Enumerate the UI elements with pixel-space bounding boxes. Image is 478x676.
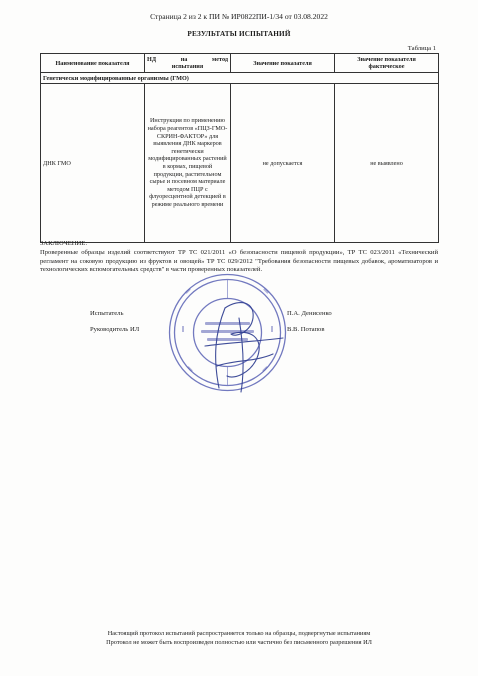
footer-line-2: Протокол не может быть воспроизведен полностью или частично без письменного разрешения ИЛ (106, 639, 372, 646)
results-table (40, 53, 439, 243)
page-title: РЕЗУЛЬТАТЫ ИСПЫТАНИЙ (187, 30, 291, 38)
head-signature-row (0, 326, 478, 336)
table-header-row (41, 54, 439, 73)
head-name: В.В. Потапов (287, 326, 325, 333)
group-label: Генетически модифицированные организмы (ГМО) (41, 73, 439, 84)
tester-name: П.А. Денисенко (287, 310, 332, 317)
page-footer (0, 629, 478, 647)
cell-indicator-name: ДНК ГМО (41, 84, 145, 243)
col-header-name: Наименование показателя (41, 54, 145, 73)
table-group-row (41, 73, 439, 84)
table-row (41, 84, 439, 243)
footer-line-1: Настоящий протокол испытаний распространяется только на образцы, подвергнутые испытаниям (107, 630, 371, 637)
col-header-actual-line1: Значение показателя (357, 56, 416, 63)
col-header-nd-mid: на (180, 56, 188, 63)
table-label: Таблица 1 (407, 45, 436, 52)
head-label: Руководитель ИЛ (90, 326, 140, 333)
conclusion-title: ЗАКЛЮЧЕНИЕ: (40, 240, 88, 247)
cell-norm-value: не допускается (231, 84, 335, 243)
col-header-actual-line2: фактическое (368, 63, 405, 70)
col-header-nd (145, 54, 231, 73)
col-header-nd-right: метод (212, 56, 228, 63)
tester-label: Испытатель (90, 310, 124, 317)
handwritten-signature-icon (195, 288, 290, 398)
col-header-nd-left: НД (147, 56, 157, 63)
page-header: Страница 2 из 2 к ПИ № ИР0822ПИ-1/34 от 03.08.2022 (150, 12, 328, 21)
cell-test-method: Инструкция по применению набора реагентов «ПЦЗ-ГМО-СКРИН-ФАКТОР» для выявления ДНК маркеров генетически модифицированных растений в кормах, пищевой продукции, растительном сырье и посевном материале методом ПЦР с флуоресцентной детекцией в режиме реального времени (145, 84, 231, 243)
col-header-value: Значение показателя (231, 54, 335, 73)
tester-signature-row (0, 310, 478, 320)
conclusion-text: Проверенные образцы изделий соответствуют ТР ТС 021/2011 «О безопасности пищевой продукции», ТР ТС 023/2011 «Технический регламент на соковую продукцию из фруктов и овощей» ТР ТС 029/2012 "Требования безопасности пищевых добавок, ароматизаторов и технологических вспомогательных средств" в части проверенных показателей. (40, 248, 438, 274)
cell-actual-value: не выявлено (335, 84, 439, 243)
col-header-nd-bottom: испытания (171, 63, 204, 70)
col-header-actual (335, 54, 439, 73)
